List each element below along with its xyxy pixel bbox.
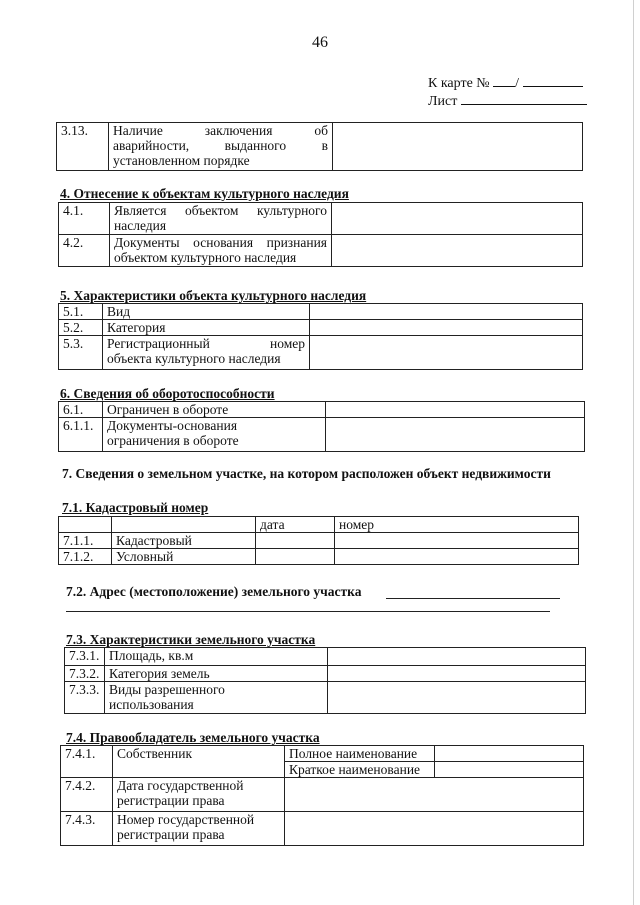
label-line: аварийности, выданного в bbox=[113, 138, 328, 153]
row-label bbox=[110, 203, 332, 235]
sheet-field[interactable] bbox=[461, 92, 587, 105]
section-6-title: 6. Сведения об оборотоспособности bbox=[60, 386, 275, 401]
number-cell[interactable] bbox=[335, 549, 579, 565]
table-row bbox=[65, 682, 586, 714]
short-name-value[interactable] bbox=[435, 762, 584, 778]
label-line: Регистрационный номер bbox=[107, 336, 305, 351]
col-date-header: дата bbox=[256, 517, 335, 533]
sheet-label: Лист bbox=[428, 94, 458, 109]
row-label bbox=[109, 123, 333, 171]
table-row bbox=[61, 778, 584, 812]
table-row bbox=[59, 533, 579, 549]
row-label: Категория земель bbox=[105, 666, 328, 682]
card-number-field[interactable] bbox=[493, 74, 515, 87]
row-label: Кадастровый bbox=[112, 533, 256, 549]
value-cell[interactable] bbox=[328, 682, 586, 714]
row-number: 7.3.2. bbox=[65, 666, 105, 682]
date-cell[interactable] bbox=[256, 549, 335, 565]
row-number: 7.3.1. bbox=[65, 648, 105, 666]
table-row bbox=[59, 336, 583, 370]
value-cell[interactable] bbox=[328, 666, 586, 682]
row-number: 7.4.2. bbox=[61, 778, 113, 812]
value-cell[interactable] bbox=[326, 402, 585, 418]
row-label bbox=[103, 418, 326, 452]
section-7-3-title: 7.3. Характеристики земельного участка bbox=[66, 632, 316, 647]
label-line: Документы основания признания bbox=[114, 235, 327, 250]
label-line: Документы-основания bbox=[107, 418, 238, 433]
value-cell[interactable] bbox=[310, 320, 583, 336]
row-label: Категория bbox=[103, 320, 310, 336]
table-cadastral bbox=[58, 516, 579, 565]
row-label: Площадь, кв.м bbox=[105, 648, 328, 666]
row-number: 7.3.3. bbox=[65, 682, 105, 714]
label-line: Дата государственной bbox=[117, 778, 244, 793]
table-row bbox=[59, 549, 579, 565]
row-number: 7.4.1. bbox=[61, 746, 113, 778]
label-line: использования bbox=[109, 697, 194, 712]
value-cell[interactable] bbox=[310, 304, 583, 320]
label-line: объекта культурного наследия bbox=[107, 351, 281, 366]
table-row bbox=[65, 648, 586, 666]
label-line: Номер государственной bbox=[117, 812, 255, 827]
row-label bbox=[103, 336, 310, 370]
page-edge bbox=[633, 0, 634, 905]
address-field-line-2[interactable] bbox=[66, 611, 550, 612]
value-cell[interactable] bbox=[310, 336, 583, 370]
header-cell bbox=[112, 517, 256, 533]
col-number-header: номер bbox=[335, 517, 579, 533]
table-section-4 bbox=[58, 202, 583, 267]
section-7-2-title bbox=[66, 584, 361, 600]
value-cell[interactable] bbox=[285, 778, 584, 812]
header-cell bbox=[59, 517, 112, 533]
value-cell[interactable] bbox=[285, 812, 584, 846]
table-3-13 bbox=[56, 122, 583, 171]
short-name-label: Краткое наименование bbox=[285, 762, 435, 778]
card-label: К карте № bbox=[428, 76, 490, 91]
section-4-title: 4. Отнесение к объектам культурного наследия bbox=[60, 186, 349, 201]
table-row bbox=[59, 320, 583, 336]
label-line: Наличие заключения об bbox=[113, 123, 328, 138]
address-field-line-1[interactable] bbox=[386, 598, 560, 599]
table-row bbox=[59, 235, 583, 267]
row-number: 5.2. bbox=[59, 320, 103, 336]
table-row bbox=[59, 402, 585, 418]
value-cell[interactable] bbox=[332, 235, 583, 267]
full-name-value[interactable] bbox=[435, 746, 584, 762]
row-label bbox=[110, 235, 332, 267]
value-cell[interactable] bbox=[328, 648, 586, 666]
value-cell[interactable] bbox=[326, 418, 585, 452]
row-label: Вид bbox=[103, 304, 310, 320]
full-name-label: Полное наименование bbox=[285, 746, 435, 762]
section-7-2-label: 7.2. Адрес (местоположение) земельного участка bbox=[66, 584, 362, 599]
section-7-4-title: 7.4. Правообладатель земельного участка bbox=[66, 730, 320, 745]
label-line: объектом культурного наследия bbox=[114, 250, 297, 265]
table-row bbox=[59, 304, 583, 320]
row-label: Ограничен в обороте bbox=[103, 402, 326, 418]
row-number: 7.1.2. bbox=[59, 549, 112, 565]
card-subnumber-field[interactable] bbox=[523, 74, 583, 87]
table-section-7-4 bbox=[60, 745, 584, 846]
row-number: 7.4.3. bbox=[61, 812, 113, 846]
table-section-6 bbox=[58, 401, 585, 452]
label-line: регистрации права bbox=[117, 827, 225, 842]
table-row bbox=[61, 812, 584, 846]
row-label: Условный bbox=[112, 549, 256, 565]
row-number: 6.1.1. bbox=[59, 418, 103, 452]
date-cell[interactable] bbox=[256, 533, 335, 549]
row-label: Собственник bbox=[113, 746, 285, 778]
row-number: 3.13. bbox=[57, 123, 109, 171]
label-line: Виды разрешенного bbox=[109, 682, 225, 697]
row-label bbox=[105, 682, 328, 714]
row-number: 5.1. bbox=[59, 304, 103, 320]
section-5-title: 5. Характеристики объекта культурного наследия bbox=[60, 288, 367, 303]
table-section-5 bbox=[58, 303, 583, 370]
table-section-7-3 bbox=[64, 647, 586, 714]
row-number: 4.1. bbox=[59, 203, 110, 235]
row-number: 6.1. bbox=[59, 402, 103, 418]
label-line: установленном порядке bbox=[113, 153, 250, 168]
table-row bbox=[61, 746, 584, 762]
row-number: 5.3. bbox=[59, 336, 103, 370]
table-row bbox=[59, 418, 585, 452]
sheet-line bbox=[428, 92, 587, 110]
row-number: 7.1.1. bbox=[59, 533, 112, 549]
value-cell[interactable] bbox=[333, 123, 583, 171]
table-row bbox=[57, 123, 583, 171]
table-row bbox=[65, 666, 586, 682]
card-number-line bbox=[428, 74, 583, 92]
label-line: наследия bbox=[114, 218, 167, 233]
label-line: ограничения в обороте bbox=[107, 433, 239, 448]
value-cell[interactable] bbox=[332, 203, 583, 235]
row-number: 4.2. bbox=[59, 235, 110, 267]
section-7-title: 7. Сведения о земельном участке, на котором расположен объект недвижимости bbox=[62, 466, 551, 481]
label-line: регистрации права bbox=[117, 793, 225, 808]
label-line: Является объектом культурного bbox=[114, 203, 327, 218]
number-cell[interactable] bbox=[335, 533, 579, 549]
table-row bbox=[59, 203, 583, 235]
card-separator: / bbox=[515, 76, 520, 91]
row-label bbox=[113, 812, 285, 846]
page-number: 46 bbox=[312, 34, 328, 51]
table-header-row bbox=[59, 517, 579, 533]
row-label bbox=[113, 778, 285, 812]
section-7-1-title: 7.1. Кадастровый номер bbox=[62, 500, 209, 515]
